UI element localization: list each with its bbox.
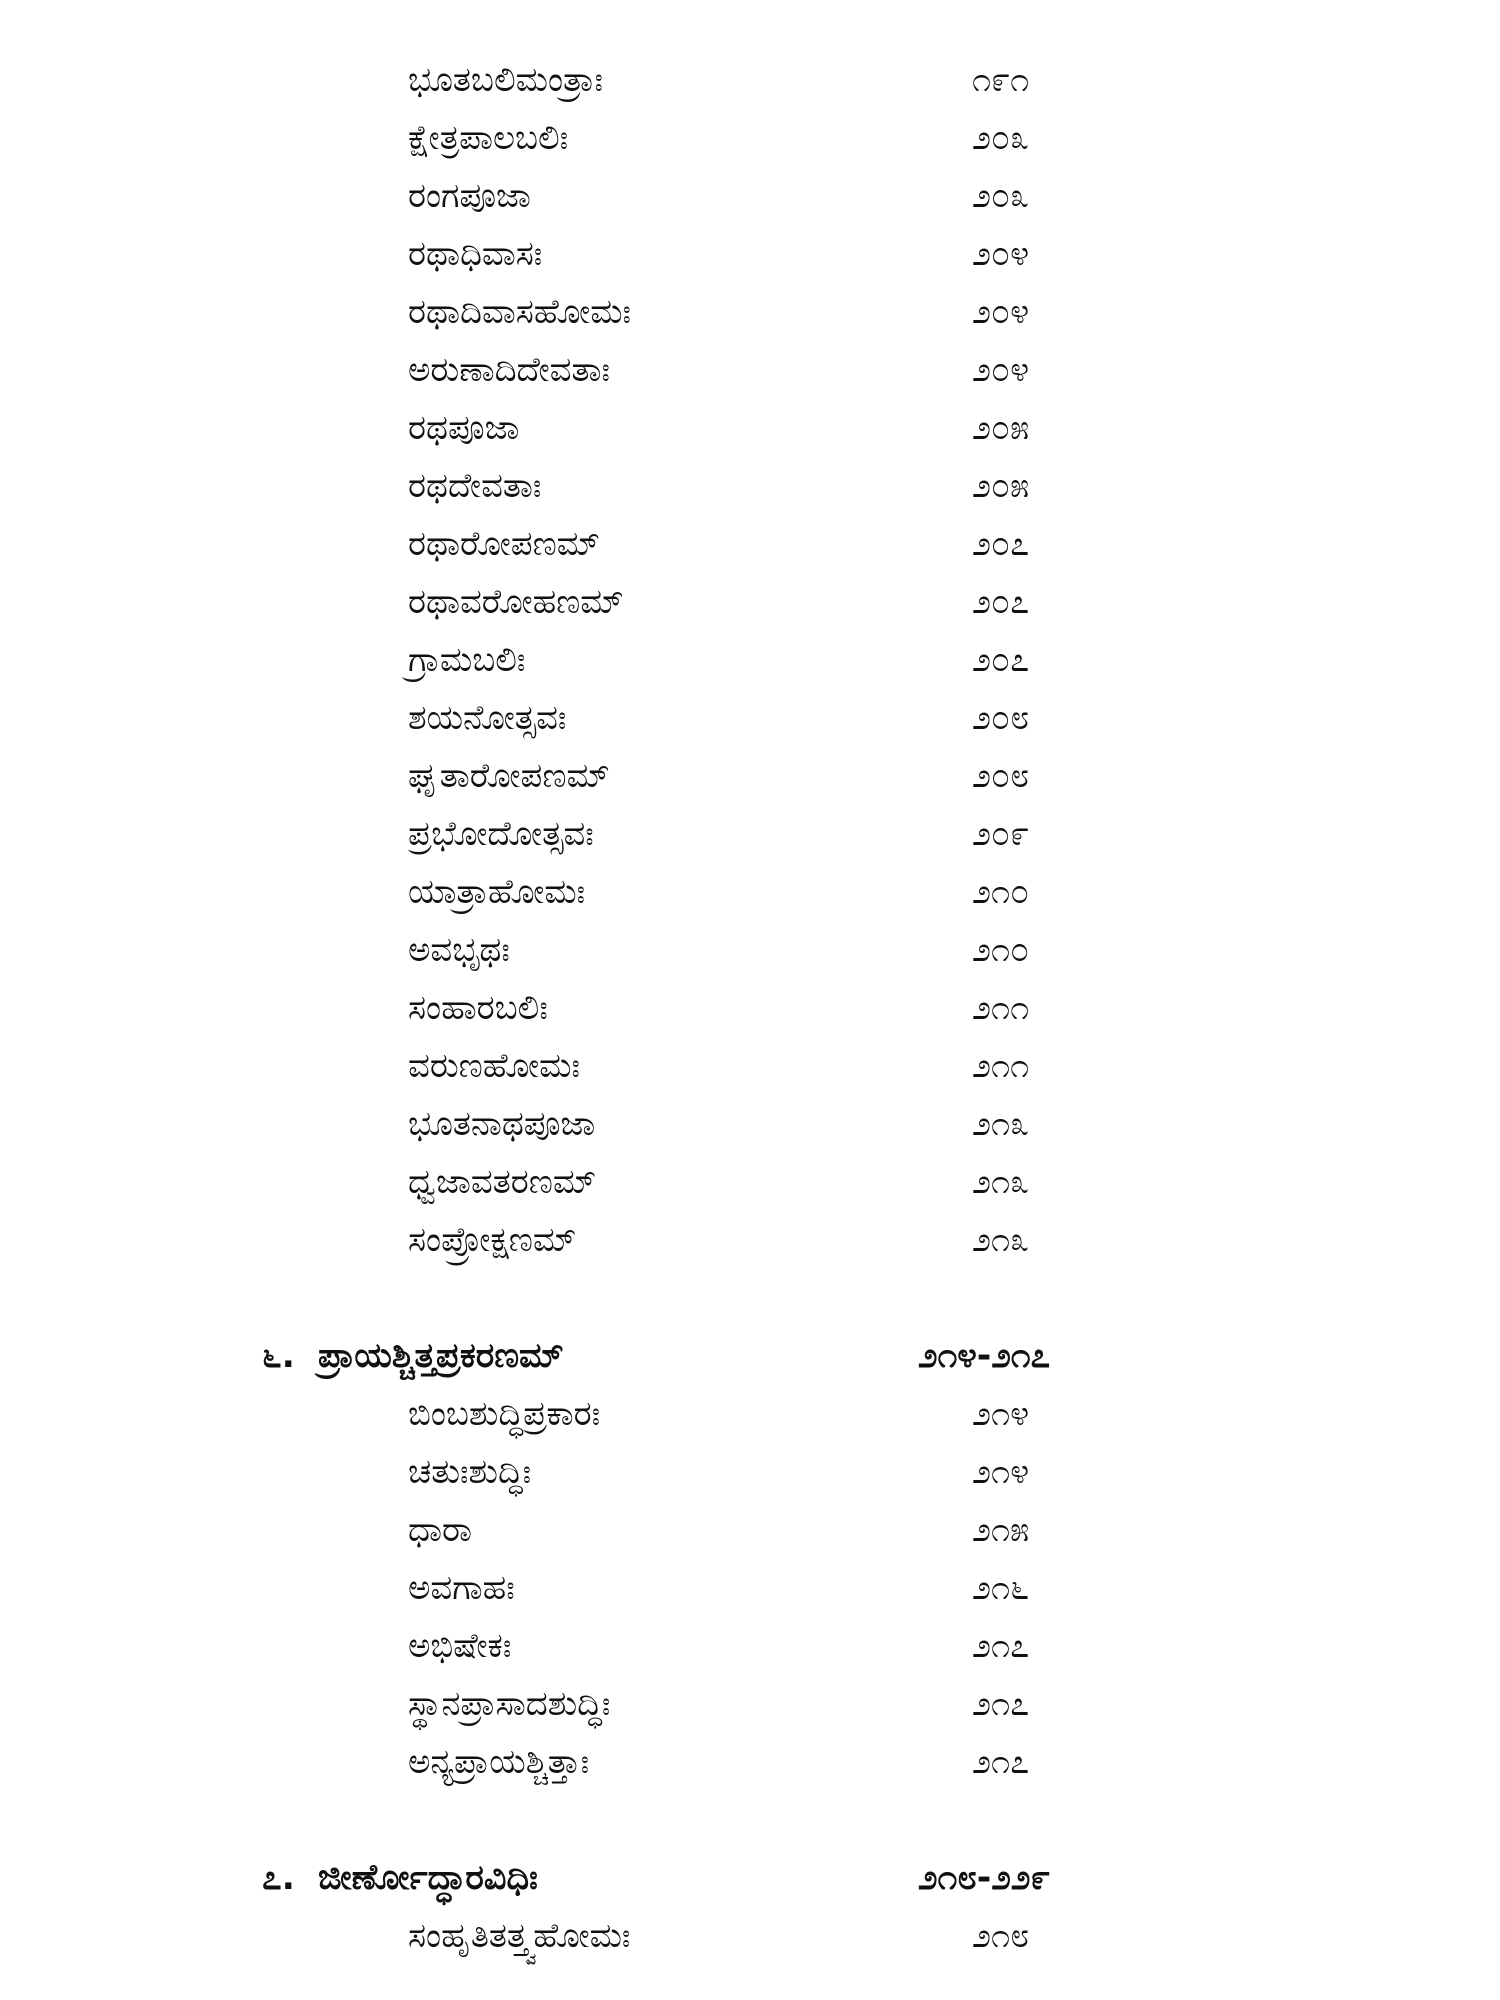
toc-entry: [0, 400, 1500, 456]
entry-page-number: ೨೦೪: [972, 234, 1030, 274]
section-number: ೬.: [262, 1336, 295, 1376]
entry-page-number: ೨೧೭: [972, 1742, 1030, 1782]
entry-page-number: ೨೧೭: [972, 1626, 1030, 1666]
entry-page-number: ೨೦೫: [972, 466, 1030, 506]
entry-title: ರಂಗಪೂಜಾ: [408, 176, 531, 216]
entry-page-number: ೨೦೯: [972, 814, 1030, 854]
toc-entry: [0, 110, 1500, 166]
entry-page-number: ೨೧೭: [972, 1684, 1030, 1724]
toc-entry: [0, 284, 1500, 340]
entry-page-number: ೨೧೫: [972, 1510, 1030, 1550]
toc-entry: [0, 922, 1500, 978]
entry-page-number: ೨೦೪: [972, 292, 1030, 332]
entry-title: ಧ್ವಜಾವತರಣಮ್: [408, 1162, 597, 1202]
entry-page-number: ೨೧೧: [972, 988, 1030, 1028]
section-page-range: ೨೧೮-೨೨೯: [918, 1858, 1051, 1898]
entry-title: ಸಂಹೃತಿತತ್ತ್ವಹೋಮಃ: [408, 1916, 631, 1956]
entry-title: ಸ್ಥಾನಪ್ರಾಸಾದಶುದ್ಧಿಃ: [408, 1684, 611, 1724]
toc-entry: [0, 458, 1500, 514]
toc-entry: [0, 1560, 1500, 1616]
toc-entry: [0, 168, 1500, 224]
toc-entry: [0, 864, 1500, 920]
entry-page-number: ೨೧೧: [972, 1046, 1030, 1086]
entry-title: ರಥಾರೋಪಣಮ್: [408, 524, 601, 564]
entry-title: ರಥಾವರೋಹಣಮ್: [408, 582, 624, 622]
entry-page-number: ೨೦೪: [972, 350, 1030, 390]
entry-page-number: ೨೦೭: [972, 640, 1030, 680]
section-number: ೭.: [262, 1858, 295, 1898]
toc-entry: [0, 1734, 1500, 1790]
entry-page-number: ೨೧೩: [972, 1220, 1030, 1260]
toc-entry: [0, 1444, 1500, 1500]
entry-title: ಅವಗಾಹಃ: [408, 1568, 515, 1608]
entry-title: ಭೂತನಾಥಪೂಜಾ: [408, 1104, 596, 1144]
entry-page-number: ೨೧೮: [972, 1916, 1030, 1956]
entry-title: ಗ್ರಾಮಬಲಿಃ: [408, 640, 526, 680]
toc-entry: [0, 748, 1500, 804]
toc-entry: [0, 1038, 1500, 1094]
toc-entry: [0, 632, 1500, 688]
entry-title: ಯಾತ್ರಾಹೋಮಃ: [408, 872, 586, 912]
section-title: ಜೀರ್ಣೋದ್ಧಾರವಿಧಿಃ: [318, 1858, 538, 1898]
entry-title: ರಥಾದಿವಾಸಹೋಮಃ: [408, 292, 632, 332]
section-heading: [0, 1328, 1500, 1384]
entry-page-number: ೨೧೦: [972, 930, 1030, 970]
entry-title: ಧಾರಾ: [408, 1510, 472, 1550]
entry-title: ವರುಣಹೋಮಃ: [408, 1046, 580, 1086]
toc-entry: [0, 690, 1500, 746]
entry-page-number: ೨೦೩: [972, 176, 1030, 216]
entry-title: ಚತುಃಶುದ್ಧಿಃ: [408, 1452, 532, 1492]
entry-title: ಘೃತಾರೋಪಣಮ್: [408, 756, 610, 796]
entry-page-number: ೧೯೧: [972, 60, 1030, 100]
entry-title: ಭೂತಬಲಿಮಂತ್ರಾಃ: [408, 60, 603, 100]
entry-title: ಅಭಿಷೇಕಃ: [408, 1626, 512, 1666]
entry-title: ರಥದೇವತಾಃ: [408, 466, 542, 506]
entry-page-number: ೨೦೭: [972, 524, 1030, 564]
entry-title: ರಥಪೂಜಾ: [408, 408, 520, 448]
entry-page-number: ೨೧೪: [972, 1394, 1030, 1434]
entry-title: ಕ್ಷೇತ್ರಪಾಲಬಲಿಃ: [408, 118, 569, 158]
entry-page-number: ೨೦೫: [972, 408, 1030, 448]
entry-page-number: ೨೧೩: [972, 1162, 1030, 1202]
toc-entry: [0, 342, 1500, 398]
entry-title: ಪ್ರಭೋದೋತ್ಸವಃ: [408, 814, 594, 854]
entry-title: ಶಯನೋತ್ಸವಃ: [408, 698, 567, 738]
entry-title: ಅರುಣಾದಿದೇವತಾಃ: [408, 350, 610, 390]
entry-page-number: ೨೦೮: [972, 698, 1030, 738]
toc-entry: [0, 806, 1500, 862]
toc-entry: [0, 52, 1500, 108]
toc-entry: [0, 1676, 1500, 1732]
toc-entry: [0, 516, 1500, 572]
entry-page-number: ೨೦೮: [972, 756, 1030, 796]
toc-entry: [0, 980, 1500, 1036]
section-page-range: ೨೧೪-೨೧೭: [918, 1336, 1051, 1376]
section-heading: [0, 1850, 1500, 1906]
entry-page-number: ೨೧೦: [972, 872, 1030, 912]
entry-page-number: ೨೦೭: [972, 582, 1030, 622]
toc-entry: [0, 1502, 1500, 1558]
entry-title: ಸಂಪ್ರೋಕ್ಷಣಮ್: [408, 1220, 577, 1260]
toc-entry: [0, 1212, 1500, 1268]
entry-title: ಸಂಹಾರಬಲಿಃ: [408, 988, 548, 1028]
toc-entry: [0, 1386, 1500, 1442]
section-title: ಪ್ರಾಯಶ್ಚಿತ್ತಪ್ರಕರಣಮ್: [318, 1336, 564, 1376]
toc-entry: [0, 226, 1500, 282]
entry-page-number: ೨೧೪: [972, 1452, 1030, 1492]
toc-entry: [0, 1618, 1500, 1674]
toc-entry: [0, 1154, 1500, 1210]
entry-title: ಬಿಂಬಶುದ್ಧಿಪ್ರಕಾರಃ: [408, 1394, 601, 1434]
entry-title: ಅನ್ಯಪ್ರಾಯಶ್ಚಿತ್ತಾಃ: [408, 1742, 590, 1782]
entry-page-number: ೨೦೩: [972, 118, 1030, 158]
entry-title: ರಥಾಧಿವಾಸಃ: [408, 234, 543, 274]
toc-entry: [0, 1908, 1500, 1964]
entry-page-number: ೨೧೬: [972, 1568, 1030, 1608]
entry-page-number: ೨೧೩: [972, 1104, 1030, 1144]
toc-entry: [0, 574, 1500, 630]
entry-title: ಅವಭೃಥಃ: [408, 930, 510, 970]
toc-entry: [0, 1096, 1500, 1152]
